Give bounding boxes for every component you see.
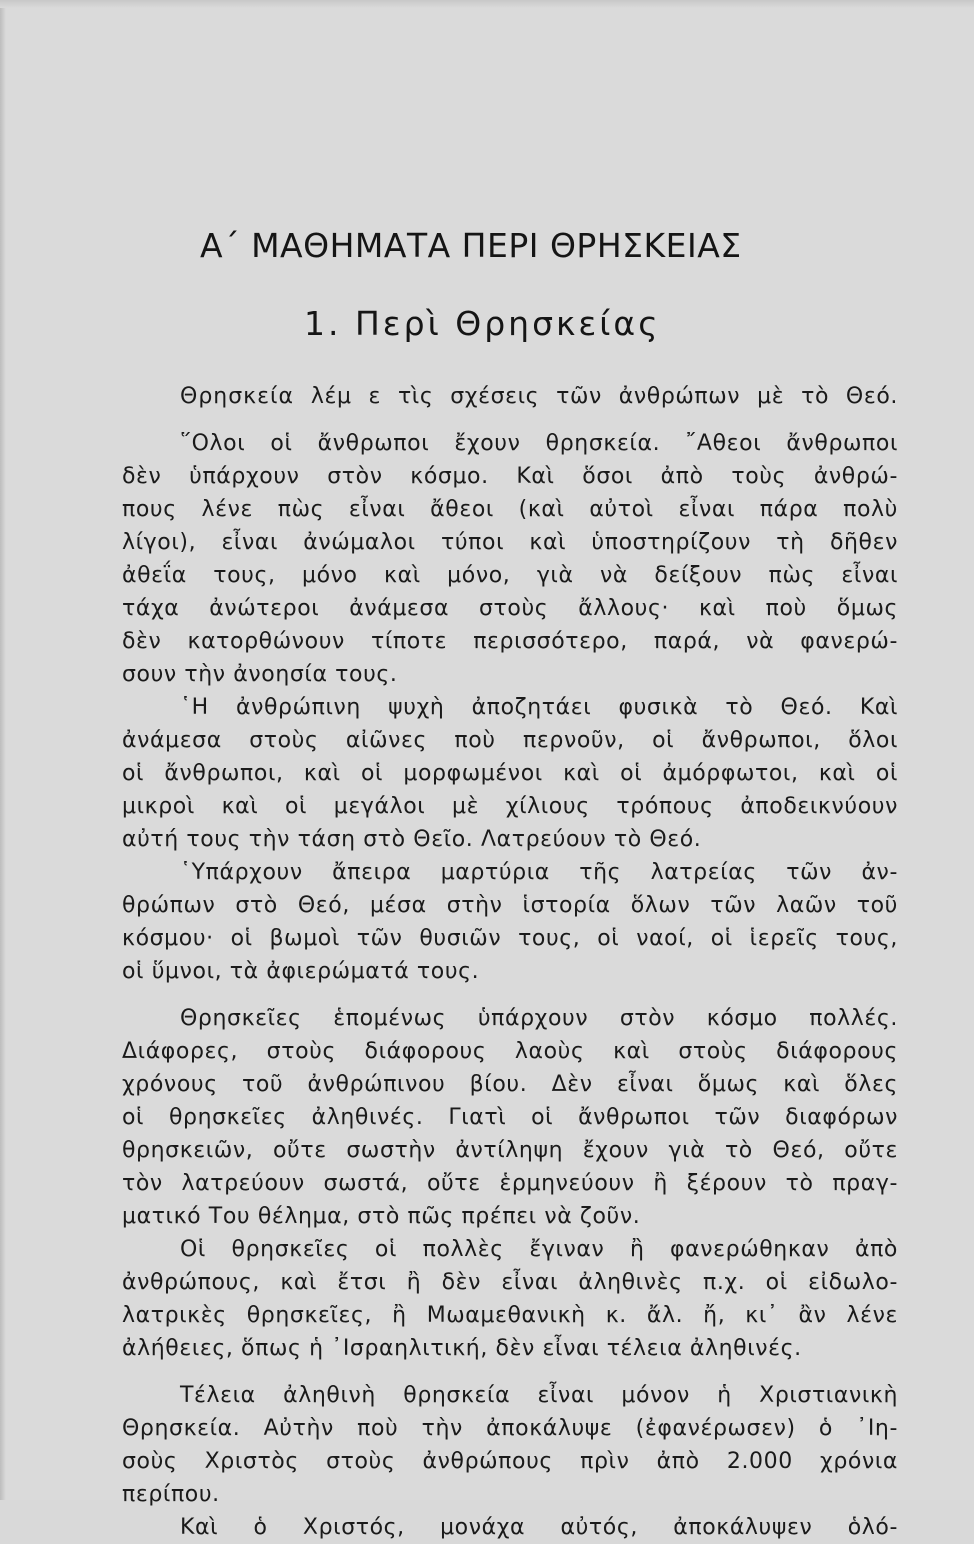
page-top-edge <box>0 0 974 8</box>
text-line <box>122 955 898 988</box>
line-text: ἀνθρώπους, καὶ ἔτσι ἢ δὲν εἶναι ἀληθινὲς π.χ. οἱ εἰδωλο- <box>122 1270 898 1295</box>
text-line <box>122 757 898 790</box>
text-line <box>122 889 898 922</box>
text-line <box>122 526 898 559</box>
text-line <box>122 427 898 460</box>
line-text: οἱ θρησκεῖες ἀληθινές. Γιατὶ οἱ ἄνθρωποι τῶν διαφόρων <box>122 1105 898 1130</box>
line-text: σουν τὴν ἀνοησία τους. <box>122 662 398 687</box>
line-text: δὲν ὑπάρχουν στὸν κόσμο. Καὶ ὅσοι ἀπὸ τοὺς ἀνθρώ- <box>122 464 898 489</box>
line-text: Θρησκεία. Αὐτὴν ποὺ τὴν ἀποκάλυψε (ἐφανέρωσεν) ὁ ᾽Ιη- <box>122 1416 898 1441</box>
line-text: δὲν κατορθώνουν τίποτε περισσότερο, παρά, νὰ φανερώ- <box>122 629 898 654</box>
line-text: Καὶ ὁ Χριστός, μονάχα αὐτός, ἀποκάλυψεν ὁλό- <box>180 1515 898 1540</box>
line-text: οἱ ἄνθρωποι, καὶ οἱ μορφωμένοι καὶ οἱ ἀμόρφωτοι, καὶ οἱ <box>122 761 898 786</box>
text-line <box>122 790 898 823</box>
text-line <box>122 1478 898 1511</box>
line-text: ῞Ολοι οἱ ἄνθρωποι ἔχουν θρησκεία. ῎Αθεοι ἄνθρωποι <box>180 431 898 456</box>
line-text: οἱ ὕμνοι, τὰ ἀφιερώματά τους. <box>122 959 480 984</box>
line-text: Διάφορες, στοὺς διάφορους λαοὺς καὶ στοὺς διάφορους <box>122 1039 898 1064</box>
text-line <box>122 1511 898 1544</box>
text-line <box>122 1167 898 1200</box>
chapter-title: Α΄ ΜΑΘΗΜΑΤΑ ΠΕΡΙ ΘΡΗΣΚΕΙΑΣ <box>200 226 742 265</box>
line-text: λίγοι), εἶναι ἀνώμαλοι τύποι καὶ ὑποστηρίζουν τὴ δῆθεν <box>122 530 898 555</box>
line-text: σοὺς Χριστὸς στοὺς ἀνθρώπους πρὶν ἀπὸ 2.000 χρόνια <box>122 1449 898 1474</box>
line-text: θρησκειῶν, οὔτε σωστὴν ἀντίληψη ἔχουν γιὰ τὸ Θεό, οὔτε <box>122 1138 898 1163</box>
line-text: τάχα ἀνώτεροι ἀνάμεσα στοὺς ἄλλους· καὶ ποὺ ὅμως <box>122 596 898 621</box>
line-text: αὐτή τους τὴν τάση στὸ Θεῖο. Λατρεύουν τὸ Θεό. <box>122 827 702 852</box>
text-line <box>122 691 898 724</box>
line-text: ῾Υπάρχουν ἄπειρα μαρτύρια τῆς λατρείας τῶν ἀν- <box>180 860 898 885</box>
paragraph-gap <box>122 988 898 1002</box>
text-line <box>122 1299 898 1332</box>
line-text: Οἱ θρησκεῖες οἱ πολλὲς ἔγιναν ἢ φανερώθηκαν ἀπὸ <box>180 1237 898 1262</box>
text-line <box>122 1412 898 1445</box>
line-text: ματικό Του θέλημα, στὸ πῶς πρέπει νὰ ζοῦν. <box>122 1204 641 1229</box>
text-line <box>122 658 898 691</box>
paragraph-gap <box>122 1365 898 1379</box>
line-text: τὸν λατρεύουν σωστά, οὔτε ἑρμηνεύουν ἢ ξέρουν τὸ πραγ- <box>122 1171 898 1196</box>
line-text: ἀθεΐα τους, μόνο καὶ μόνο, γιὰ νὰ δείξουν πὼς εἶναι <box>122 563 898 588</box>
text-line <box>122 460 898 493</box>
text-line <box>122 823 898 856</box>
line-text: χρόνους τοῦ ἀνθρώπινου βίου. Δὲν εἶναι ὅμως καὶ ὅλες <box>122 1072 898 1097</box>
line-text: πους λένε πὼς εἶναι ἄθεοι (καὶ αὐτοὶ εἶναι πάρα πολὺ <box>122 497 898 522</box>
text-line <box>122 1233 898 1266</box>
line-text: θρώπων στὸ Θεό, μέσα στὴν ἱστορία ὅλων τῶν λαῶν τοῦ <box>122 893 898 918</box>
text-line <box>122 1200 898 1233</box>
text-line <box>122 1035 898 1068</box>
text-line <box>122 724 898 757</box>
line-text: μικροὶ καὶ οἱ μεγάλοι μὲ χίλιους τρόπους ἀποδεικνύουν <box>122 794 898 819</box>
text-line <box>122 592 898 625</box>
page-left-edge <box>0 0 6 1500</box>
text-line <box>122 625 898 658</box>
text-line <box>122 1445 898 1478</box>
text-line <box>122 559 898 592</box>
text-line <box>122 1002 898 1035</box>
line-text: ῾Η ἀνθρώπινη ψυχὴ ἀποζητάει φυσικὰ τὸ Θεό. Καὶ <box>180 695 898 720</box>
text-line <box>122 1266 898 1299</box>
line-text: λέμ ε τὶς σχέσεις τῶν ἀνθρώπων μὲ τὸ Θεό. <box>293 384 898 409</box>
text-line <box>122 380 898 413</box>
text-line <box>122 856 898 889</box>
section-title: 1. Περὶ Θρησκείας <box>304 304 661 343</box>
text-line <box>122 493 898 526</box>
line-text: ἀνάμεσα στοὺς αἰῶνες ποὺ περνοῦν, οἱ ἄνθρωποι, ὅλοι <box>122 728 898 753</box>
text-line <box>122 1134 898 1167</box>
line-text: ἀλήθειες, ὅπως ἡ ᾽Ισραηλιτική, δὲν εἶναι τέλεια ἀληθινές. <box>122 1336 802 1361</box>
text-line <box>122 922 898 955</box>
line-text: κόσμου· οἱ βωμοὶ τῶν θυσιῶν τους, οἱ ναοί, οἱ ἱερεῖς τους, <box>122 926 898 951</box>
paragraph-gap <box>122 413 898 427</box>
line-text: περίπου. <box>122 1482 220 1507</box>
line-text: Τέλεια ἀληθινὴ θρησκεία εἶναι μόνον ἡ Χριστιανικὴ <box>180 1383 898 1408</box>
text-line <box>122 1068 898 1101</box>
line-text: Θρησκεῖες ἑπομένως ὑπάρχουν στὸν κόσμο πολλές. <box>180 1006 898 1031</box>
text-line <box>122 1332 898 1365</box>
defined-term: Θρησκεία <box>180 384 294 409</box>
body-text <box>122 380 898 1544</box>
line-text: λατρικὲς θρησκεῖες, ἢ Μωαμεθανικὴ κ. ἄλ. ἤ, κι᾽ ἂν λένε <box>122 1303 898 1328</box>
text-line <box>122 1379 898 1412</box>
text-line <box>122 1101 898 1134</box>
